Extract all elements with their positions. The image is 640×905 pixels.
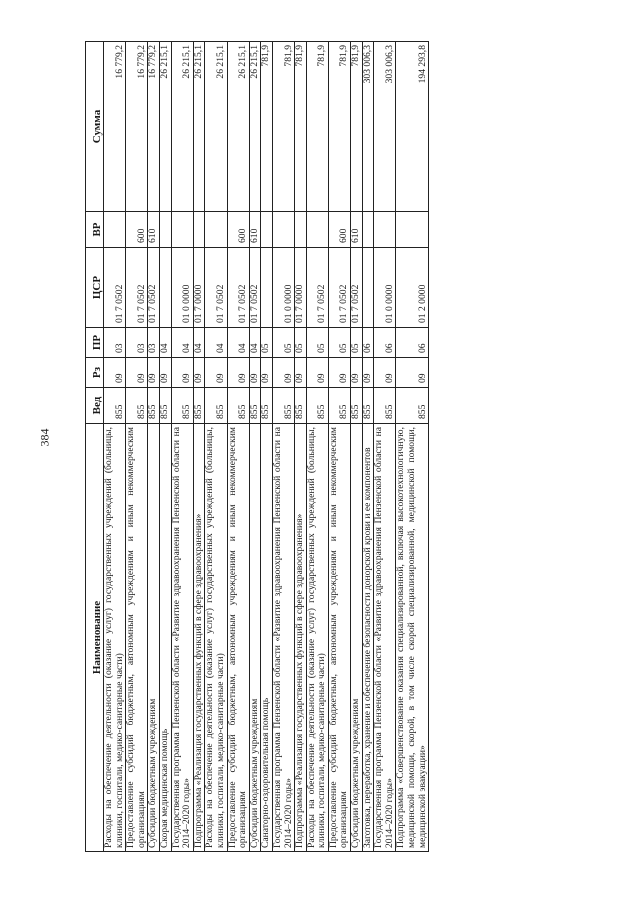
cell-vr [205, 212, 227, 248]
cell-csr: 01 7 0000 [193, 248, 205, 328]
cell-name: Расходы на обеспечение деятельности (оказание услуг) государственных учреждений (больницы, клиники, госпитали, медико-санитарные части) [104, 424, 126, 852]
cell-csr: 01 0 0000 [272, 248, 294, 328]
table-row [249, 42, 261, 852]
cell-csr [159, 248, 171, 328]
cell-vr: 610 [351, 212, 363, 248]
cell-sum: 26 215,1 [205, 42, 227, 212]
cell-rz: 09 [328, 358, 350, 388]
header-csr: ЦСР [86, 248, 104, 328]
cell-rz: 09 [396, 358, 429, 388]
cell-vr [193, 212, 205, 248]
cell-vr: 610 [148, 212, 160, 248]
cell-ved: 855 [261, 388, 273, 424]
table-row [227, 42, 249, 852]
header-ved: Вед [86, 388, 104, 424]
cell-sum: 781,9 [295, 42, 307, 212]
cell-vr: 600 [227, 212, 249, 248]
cell-ved: 855 [351, 388, 363, 424]
cell-rz: 09 [104, 358, 126, 388]
cell-csr: 01 7 0502 [328, 248, 350, 328]
cell-pr: 03 [104, 328, 126, 358]
page-number: 384 [37, 428, 52, 447]
cell-vr: 600 [126, 212, 148, 248]
cell-pr: 06 [362, 328, 374, 358]
cell-sum: 16 779,2 [104, 42, 126, 212]
cell-pr: 05 [328, 328, 350, 358]
cell-sum: 781,9 [272, 42, 294, 212]
cell-ved: 855 [227, 388, 249, 424]
table-row [362, 42, 374, 852]
cell-rz: 09 [249, 358, 261, 388]
cell-rz: 09 [148, 358, 160, 388]
cell-name: Субсидии бюджетным учреждениям [249, 424, 261, 852]
table-row [148, 42, 160, 852]
cell-vr [159, 212, 171, 248]
cell-ved: 855 [306, 388, 328, 424]
cell-name: Субсидии бюджетным учреждениям [351, 424, 363, 852]
cell-rz: 09 [171, 358, 193, 388]
cell-name: Заготовка, переработка, хранение и обеспечение безопасности донорской крови и ее компонентов [362, 424, 374, 852]
cell-sum: 26 215,1 [193, 42, 205, 212]
cell-sum: 781,9 [306, 42, 328, 212]
table-row [328, 42, 350, 852]
cell-pr: 06 [374, 328, 396, 358]
cell-ved: 855 [272, 388, 294, 424]
cell-pr: 04 [205, 328, 227, 358]
table-row [272, 42, 294, 852]
cell-name: Предоставление субсидий бюджетным, автономным учреждениям и иным некоммерческим организациям [126, 424, 148, 852]
cell-vr [295, 212, 307, 248]
cell-name: Государственная программа Пензенской области «Развитие здравоохранения Пензенской области на 2014–2020 годы» [171, 424, 193, 852]
cell-pr: 04 [249, 328, 261, 358]
cell-vr [104, 212, 126, 248]
cell-sum: 16 779,2 [126, 42, 148, 212]
table-row [159, 42, 171, 852]
header-vr: ВР [86, 212, 104, 248]
cell-ved: 855 [295, 388, 307, 424]
table-row [205, 42, 227, 852]
cell-pr: 05 [272, 328, 294, 358]
cell-vr [272, 212, 294, 248]
cell-rz: 09 [374, 358, 396, 388]
cell-name: Предоставление субсидий бюджетным, автономным учреждениям и иным некоммерческим организациям [328, 424, 350, 852]
cell-csr: 01 7 0502 [351, 248, 363, 328]
cell-rz: 09 [205, 358, 227, 388]
cell-pr: 06 [396, 328, 429, 358]
cell-rz: 09 [126, 358, 148, 388]
cell-sum: 781,9 [351, 42, 363, 212]
cell-ved: 855 [328, 388, 350, 424]
cell-sum: 26 215,1 [171, 42, 193, 212]
cell-pr: 05 [306, 328, 328, 358]
cell-name: Санаторно-оздоровительная помощь [261, 424, 273, 852]
table-row [104, 42, 126, 852]
cell-sum: 303 006,3 [374, 42, 396, 212]
cell-vr [261, 212, 273, 248]
cell-name: Подпрограмма «Реализация государственных функций в сфере здравоохранения» [295, 424, 307, 852]
cell-name: Расходы на обеспечение деятельности (оказание услуг) государственных учреждений (больницы, клиники, госпитали, медико-санитарные части) [306, 424, 328, 852]
header-name: Наименование [86, 424, 104, 852]
cell-rz: 09 [159, 358, 171, 388]
cell-csr [362, 248, 374, 328]
rotated-table-container [85, 42, 538, 852]
cell-ved: 855 [374, 388, 396, 424]
table-row [193, 42, 205, 852]
cell-csr: 01 7 0502 [227, 248, 249, 328]
cell-csr: 01 7 0502 [205, 248, 227, 328]
cell-pr: 04 [193, 328, 205, 358]
cell-csr: 01 7 0502 [104, 248, 126, 328]
cell-pr: 05 [351, 328, 363, 358]
cell-rz: 09 [272, 358, 294, 388]
cell-sum: 26 215,1 [227, 42, 249, 212]
table-row [261, 42, 273, 852]
header-pr: ПР [86, 328, 104, 358]
cell-rz: 09 [261, 358, 273, 388]
cell-rz: 09 [362, 358, 374, 388]
cell-ved: 855 [148, 388, 160, 424]
cell-vr [396, 212, 429, 248]
cell-vr [362, 212, 374, 248]
cell-ved: 855 [396, 388, 429, 424]
cell-rz: 09 [193, 358, 205, 388]
cell-sum: 781,9 [328, 42, 350, 212]
cell-ved: 855 [362, 388, 374, 424]
cell-pr: 04 [171, 328, 193, 358]
cell-rz: 09 [227, 358, 249, 388]
cell-ved: 855 [205, 388, 227, 424]
cell-pr: 05 [295, 328, 307, 358]
cell-csr: 01 7 0502 [148, 248, 160, 328]
cell-pr: 03 [126, 328, 148, 358]
table-row [295, 42, 307, 852]
cell-sum: 26 215,1 [159, 42, 171, 212]
table-row [396, 42, 429, 852]
cell-ved: 855 [104, 388, 126, 424]
cell-vr: 600 [328, 212, 350, 248]
cell-name: Расходы на обеспечение деятельности (оказание услуг) государственных учреждений (больницы, клиники, госпитали, медико-санитарные части) [205, 424, 227, 852]
table-body [104, 42, 429, 852]
cell-sum: 16 779,2 [148, 42, 160, 212]
cell-name: Предоставление субсидий бюджетным, автономным учреждениям и иным некоммерческим организациям [227, 424, 249, 852]
cell-sum: 781,9 [261, 42, 273, 212]
cell-pr: 05 [261, 328, 273, 358]
cell-ved: 855 [193, 388, 205, 424]
cell-ved: 855 [159, 388, 171, 424]
cell-vr: 610 [249, 212, 261, 248]
cell-csr: 01 7 0000 [295, 248, 307, 328]
cell-rz: 09 [351, 358, 363, 388]
cell-pr: 04 [159, 328, 171, 358]
cell-ved: 855 [171, 388, 193, 424]
cell-pr: 03 [148, 328, 160, 358]
cell-vr [374, 212, 396, 248]
header-rz: Рз [86, 358, 104, 388]
cell-sum: 194 293,8 [396, 42, 429, 212]
table-row [171, 42, 193, 852]
cell-ved: 855 [249, 388, 261, 424]
cell-csr [261, 248, 273, 328]
cell-csr: 01 0 0000 [374, 248, 396, 328]
table-row [306, 42, 328, 852]
cell-ved: 855 [126, 388, 148, 424]
cell-vr [306, 212, 328, 248]
cell-csr: 01 7 0502 [126, 248, 148, 328]
table-row [374, 42, 396, 852]
table-header-row [86, 42, 104, 852]
budget-table [85, 41, 429, 852]
header-sum: Сумма [86, 42, 104, 212]
cell-rz: 09 [306, 358, 328, 388]
cell-pr: 04 [227, 328, 249, 358]
cell-sum: 26 215,1 [249, 42, 261, 212]
cell-sum: 303 006,3 [362, 42, 374, 212]
cell-name: Государственная программа Пензенской области «Развитие здравоохранения Пензенской области на 2014–2020 годы» [272, 424, 294, 852]
cell-rz: 09 [295, 358, 307, 388]
cell-csr: 01 2 0000 [396, 248, 429, 328]
cell-name: Субсидии бюджетным учреждениям [148, 424, 160, 852]
cell-csr: 01 7 0502 [306, 248, 328, 328]
cell-name: Подпрограмма «Совершенствование оказания специализированной, включая высокотехнологичную, медицинской помощи, скорой, в том числе скорой специализированной, медицинской помощи, медицинской эвакуации» [396, 424, 429, 852]
cell-name: Государственная программа Пензенской области «Развитие здравоохранения Пензенской области на 2014–2020 годы» [374, 424, 396, 852]
cell-csr: 01 0 0000 [171, 248, 193, 328]
cell-name: Скорая медицинская помощь [159, 424, 171, 852]
cell-csr: 01 7 0502 [249, 248, 261, 328]
table-row [126, 42, 148, 852]
cell-name: Подпрограмма «Реализация государственных функций в сфере здравоохранения» [193, 424, 205, 852]
cell-vr [171, 212, 193, 248]
table-row [351, 42, 363, 852]
